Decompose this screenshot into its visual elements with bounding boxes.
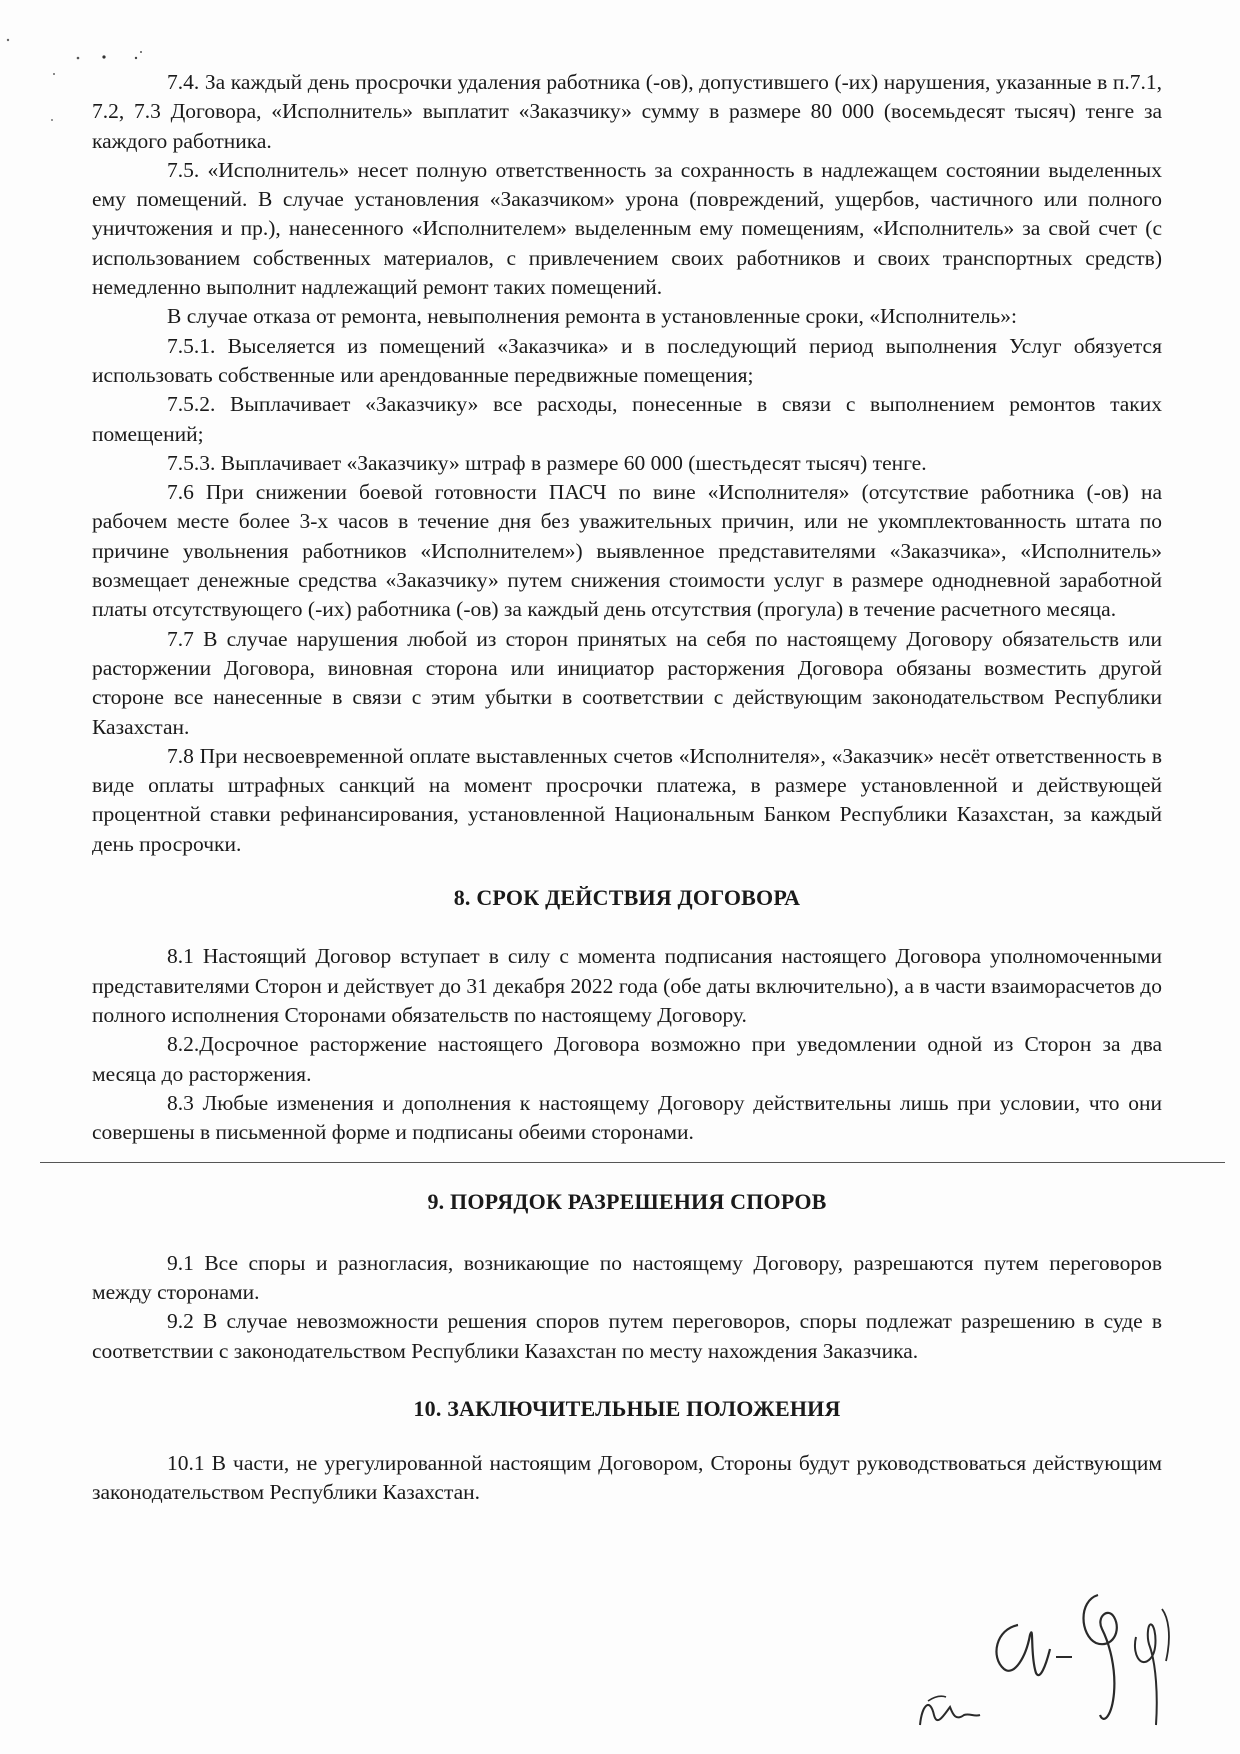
clause-9-2: 9.2 В случае невозможности решения споров путем переговоров, споры подлежат разрешению в суде в соответствии с законодательством Республики Казахстан по месту нахождения Заказчика. <box>92 1309 1162 1363</box>
section-10-title: 10. ЗАКЛЮЧИТЕЛЬНЫЕ ПОЛОЖЕНИЯ <box>413 1395 841 1421</box>
clause-8-3: 8.3 Любые изменения и дополнения к настоящему Договору действительны лишь при условии, что они совершены в письменной форме и подписаны обеими сторонами. <box>92 1090 1162 1145</box>
clause-7-5: 7.5. «Исполнитель» несет полную ответственность за сохранность в надлежащем состоянии выделенных ему помещений. В случае установления «Заказчиком» урона (повреждений, ущербов, частичного или полного уничтожения и пр.), нанесенного «Исполнителем» выделенным ему помещениям, «Исполнитель» за свой счет (с использованием собственных материалов, с привлечением своих работников и своих транспортных средств) немедленно выполнит надлежащий ремонт таких помещений. <box>92 157 1162 300</box>
clause-10-1: 10.1 В части, не урегулированной настоящим Договором, Стороны будут руководствоваться действующим законодательством Республики Казахстан. <box>92 1451 1162 1505</box>
scan-fold-line <box>40 1162 1225 1163</box>
handwritten-signature <box>900 1565 1200 1740</box>
clause-7-5-3: 7.5.3. Выплачивает «Заказчику» штраф в размере 60 000 (шестьдесят тысяч) тенге. <box>167 450 927 475</box>
clause-8-1: 8.1 Настоящий Договор вступает в силу с момента подписания настоящего Договора уполномоченными представителями Сторон и действует до 31 декабря 2022 года (обе даты включительно), а в части взаиморасчетов до полного исполнения Сторонами обязательств по настоящему Договору. <box>92 944 1162 1027</box>
section-8-title: 8. СРОК ДЕЙСТВИЯ ДОГОВОРА <box>453 885 801 911</box>
section-9-title: 9. ПОРЯДОК РАЗРЕШЕНИЯ СПОРОВ <box>427 1189 827 1215</box>
clause-9-1: 9.1 Все споры и разногласия, возникающие по настоящему Договору, разрешаются путем переговоров между сторонами. <box>92 1250 1162 1304</box>
clause-7-5-2: 7.5.2. Выплачивает «Заказчику» все расходы, понесенные в связи с выполнением ремонтов таких помещений; <box>92 392 1162 446</box>
clause-7-4: 7.4. За каждый день просрочки удаления работника (-ов), допустившего (-их) нарушения, указанные в п.7.1, 7.2, 7.3 Договора, «Исполнитель» выплатит «Заказчику» сумму в размере 80 000 (восемьдесят тысяч) тенге за каждого работника. <box>92 70 1162 153</box>
clause-7-7: 7.7 В случае нарушения любой из сторон принятых на себя по настоящему Договору обязательств или расторжении Договора, виновная сторона или инициатор расторжения Договора обязаны возместить другой стороне все нанесенные в связи с этим убытки в соответствии с действующим законодательством Республики Казахстан. <box>92 626 1162 739</box>
clause-7-8: 7.8 При несвоевременной оплате выставленных счетов «Исполнителя», «Заказчик» несёт ответственность в виде оплаты штрафных санкций на момент просрочки платежа, в размере установленной и действующей процентной ставки рефинансирования, установленной Национальным Банком Республики Казахстан, за каждый день просрочки. <box>92 743 1162 856</box>
clause-8-2: 8.2.Досрочное расторжение настоящего Договора возможно при уведомлении одной из Сторон за два месяца до расторжения. <box>92 1032 1162 1086</box>
clause-7-5-1: 7.5.1. Выселяется из помещений «Заказчика» и в последующий период выполнения Услуг обязуется использовать собственные или арендованные передвижные помещения; <box>92 333 1162 387</box>
document-body <box>92 68 1162 1508</box>
clause-7-6: 7.6 При снижении боевой готовности ПАСЧ по вине «Исполнителя» (отсутствие работника (-ов) на рабочем месте более 3-х часов в течение дня без уважительных причин, или не укомплектованность штата по причине увольнения работников «Исполнителем») выявленное представителями «Заказчика», «Исполнитель» возмещает денежные средства «Заказчику» путем снижения стоимости услуг в размере однодневной заработной платы отсутствующего (-их) работника (-ов) за каждый день отсутствия (прогула) в течение расчетного месяца. <box>92 480 1162 622</box>
clause-7-5-intro: В случае отказа от ремонта, невыполнения ремонта в установленные сроки, «Исполнитель»: <box>167 304 1017 329</box>
